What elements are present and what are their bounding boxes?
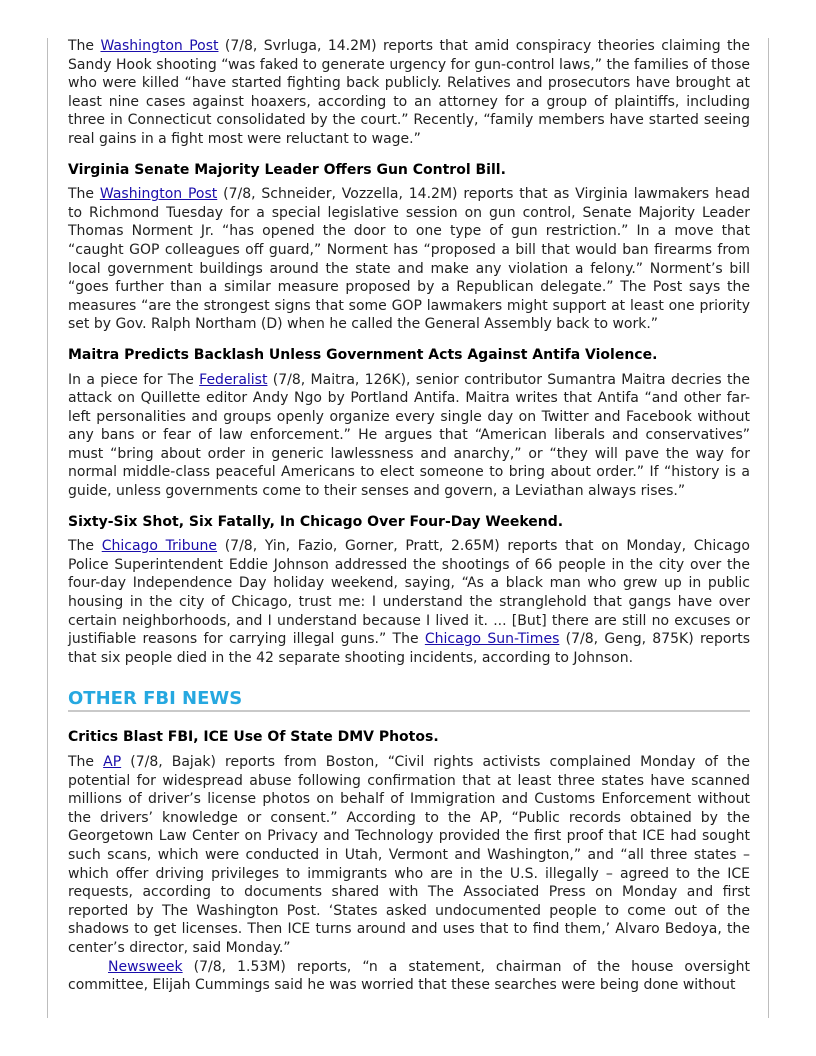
source-link[interactable]: Newsweek — [108, 958, 183, 975]
article-paragraph: The AP (7/8, Bajak) reports from Boston, “Civil rights activists complained Monday of the potential for widespread abuse following confirmation that at least three states have scanned millions of driver’s license photos on behalf of Immigration and Customs Enforcement without the drivers’ knowledge or consent.” According to the AP, “Public records obtained by the Georgetown Law Center on Privacy and Technology provided the first proof that ICE had sought such scans, which were conducted in Utah, Vermont and Washington,” and “all three states – which offer driving privileges to immigrants who are in the U.S. illegally – agreed to the ICE requests, according to documents shared with The Associated Press on Monday and first reported by The Washington Post. ‘States asked undocumented people to come out of the shadows to get licenses. Then ICE turns around and uses that to find them,’ Alvaro Bedoya, the center’s director, said Monday.” — [68, 754, 750, 956]
page-border-left — [47, 38, 48, 1018]
section-heading: OTHER FBI NEWS — [68, 688, 750, 712]
source-link[interactable]: Chicago Tribune — [101, 538, 218, 555]
article-paragraph: Newsweek (7/8, 1.53M) reports, “n a statement, chairman of the house oversight committee, Elijah Cummings said he was worried that these searches were being done without — [68, 958, 750, 994]
article-paragraph: The Washington Post (7/8, Svrluga, 14.2M) reports that amid conspiracy theories claiming the Sandy Hook shooting “was faked to generate urgency for gun-control laws,” the families of those who were killed “have started fighting back publicly. Relatives and prosecutors have brought at least nine cases against hoaxers, according to an attorney for a group of plaintiffs, including three in Connecticut consolidated by the court.” Recently, “family members have started seeing real gains in a fight most were reluctant to wage.” — [68, 38, 750, 147]
article-paragraph: The Washington Post (7/8, Schneider, Vozzella, 14.2M) reports that as Virginia lawmakers head to Richmond Tuesday for a special legislative session on gun control, Senate Majority Leader Thomas Norment Jr. “has opened the door to one type of gun restriction.” In a move that “caught GOP colleagues off guard,” Norment has “proposed a bill that would ban firearms from local government buildings around the state and make any violation a felony.” Norment’s bill “goes further than a similar measure proposed by a Republican delegate.” The Post says the measures “are the strongest signs that some GOP lawmakers might support at least one priority set by Gov. Ralph Northam (D) when he called the General Assembly back to work.” — [68, 186, 750, 333]
article-paragraph: In a piece for The Federalist (7/8, Maitra, 126K), senior contributor Sumantra Maitra decries the attack on Quillette editor Andy Ngo by Portland Antifa. Maitra writes that Antifa “and other far-left personalities and groups openly organize every single day on Twitter and Facebook without any bans or fear of law enforcement.” He argues that “American liberals and conservatives” must “bring about order in generic lawlessness and anarchy,” or “they will pave the way for normal middle-class peaceful Americans to elect someone to bring about order.” If “history is a guide, unless governments come to their senses and govern, a Leviathan always rises.” — [68, 371, 750, 500]
source-link[interactable]: Federalist — [199, 371, 268, 388]
article-headline: Virginia Senate Majority Leader Offers Gun Control Bill. — [68, 161, 506, 178]
page-border-right — [768, 38, 769, 1018]
article-headline: Critics Blast FBI, ICE Use Of State DMV Photos. — [68, 729, 439, 746]
source-link[interactable]: AP — [103, 754, 122, 770]
source-link[interactable]: Washington Post — [99, 186, 218, 203]
document-content — [68, 37, 750, 995]
article-paragraph: The Chicago Tribune (7/8, Yin, Fazio, Gorner, Pratt, 2.65M) reports that on Monday, Chicago Police Superintendent Eddie Johnson addressed the shootings of 66 people in the city over the four-day Independence Day holiday weekend, saying, “As a black man who grew up in public housing in the city of Chicago, trust me: I understand the stranglehold that gangs have over certain neighborhoods, and I understand because I lived it. ... [But] there are still no excuses or justifiable reasons for carrying illegal guns.” The Chicago Sun-Times (7/8, Geng, 875K) reports that six people died in the 42 separate shooting incidents, according to Johnson. — [68, 538, 750, 666]
article-headline: Sixty-Six Shot, Six Fatally, In Chicago Over Four-Day Weekend. — [68, 513, 564, 530]
source-link[interactable]: Chicago Sun-Times — [424, 631, 560, 648]
article-headline: Maitra Predicts Backlash Unless Government Acts Against Antifa Violence. — [68, 346, 658, 363]
source-link[interactable]: Washington Post — [100, 38, 219, 54]
